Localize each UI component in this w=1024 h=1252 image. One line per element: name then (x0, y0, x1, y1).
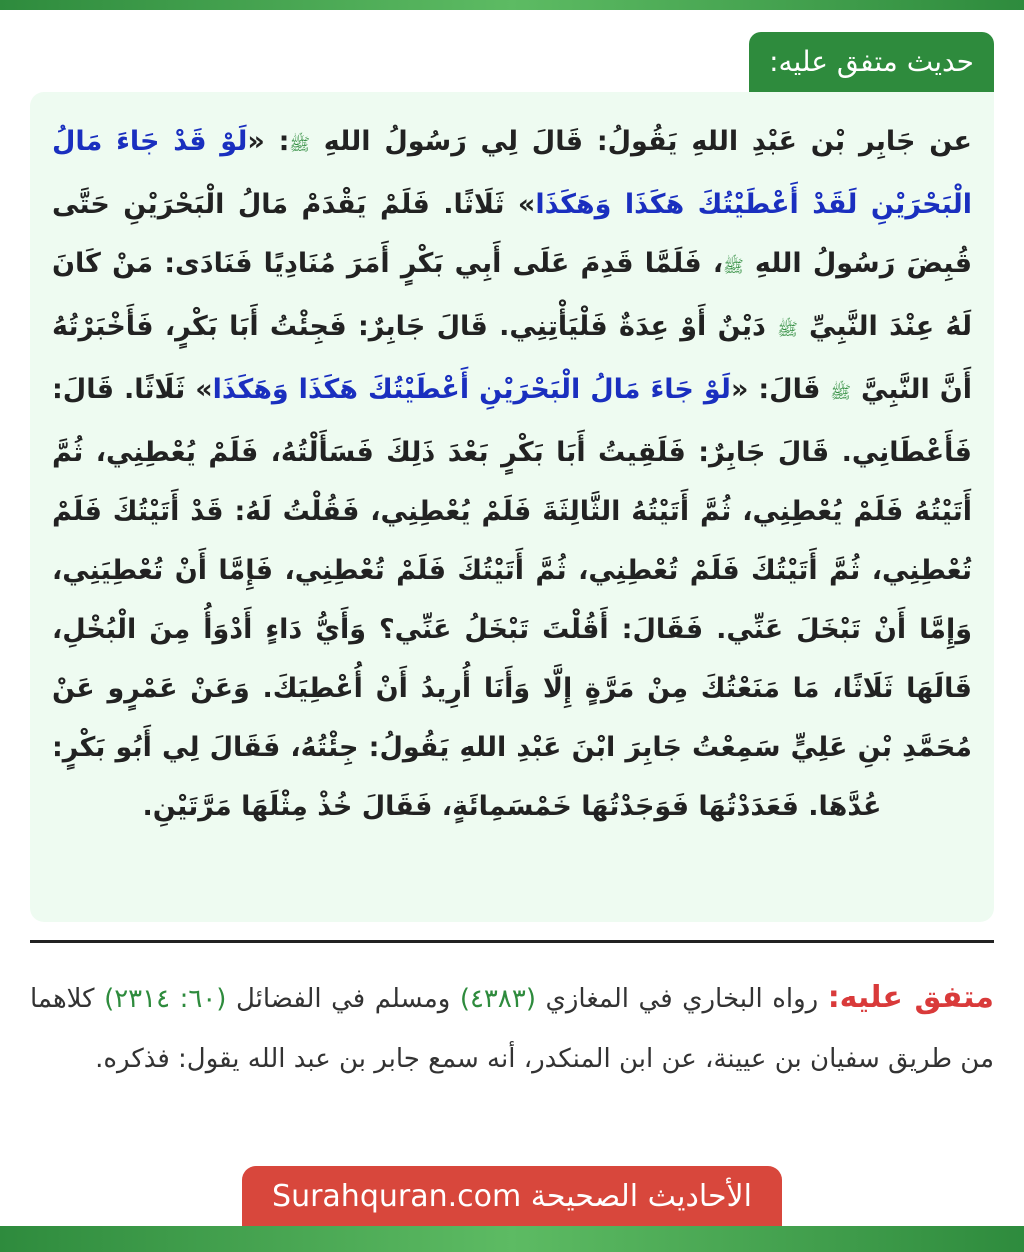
salutation-glyph: ﷺ (777, 320, 798, 340)
hadith-text: » ثَلَاثًا. قَالَ: فَأَعْطَانِي. قَالَ جَابِرٌ: فَلَقِيتُ أَبَا بَكْرٍ بَعْدَ ذَلِكَ فَسَأَلْتُهُ، فَلَمْ يُعْطِنِي، ثُمَّ أَتَيْتُهُ فَلَمْ يُعْطِنِي، ثُمَّ أَتَيْتُهُ الثَّالِثَةَ فَلَمْ يُعْطِنِي، فَقُلْتُ لَهُ: قَدْ أَتَيْتُكَ فَلَمْ تُعْطِنِي، ثُمَّ أَتَيْتُكَ فَلَمْ تُعْطِنِي، ثُمَّ أَتَيْتُكَ فَلَمْ تُعْطِنِي، فَإِمَّا أَنْ تُعْطِيَنِي، وَإِمَّا أَنْ تَبْخَلَ عَنِّي. فَقَالَ: أَقُلْتَ تَبْخَلُ عَنِّي؟ وَأَيُّ دَاءٍ أَدْوَأُ مِنَ الْبُخْلِ، قَالَهَا ثَلَاثًا، مَا مَنَعْتُكَ مِنْ مَرَّةٍ إِلَّا وَأَنَا أُرِيدُ أَنْ أُعْطِيَكَ. وَعَنْ عَمْرٍو عَنْ مُحَمَّدِ بْنِ عَلِيٍّ سَمِعْتُ جَابِرَ ابْنَ عَبْدِ اللهِ يَقُولُ: جِئْتُهُ، فَقَالَ لِي أَبُو بَكْرٍ: عُدَّهَا. فَعَدَدْتُهَا فَوَجَدْتُهَا خَمْسَمِائَةٍ، فَقَالَ خُذْ مِثْلَهَا مَرَّتَيْنِ. (52, 374, 972, 822)
page-title: حديث متفق عليه: (749, 32, 994, 92)
prophet-quote: لَوْ قَدْ جَاءَ مَالُ الْبَحْرَيْنِ لَقَدْ أَعْطَيْتُكَ هَكَذَا وَهَكَذَا (52, 126, 972, 220)
section-divider (30, 940, 994, 943)
hadith-text-box (30, 92, 994, 922)
hadith-number: (٦٠: ٢٣١٤) (104, 984, 227, 1014)
hadith-text: : « (247, 126, 290, 157)
hadith-number: (٤٣٨٣) (459, 984, 536, 1014)
top-accent-bar (0, 0, 1024, 10)
hadith-text: ، فَلَمَّا قَدِمَ عَلَى أَبِي بَكْرٍ أَمَرَ مُنَادِيًا فَنَادَى: مَنْ كَانَ لَهُ عِنْدَ النَّبِيِّ (52, 248, 972, 342)
hadith-text: دَيْنٌ أَوْ عِدَةٌ فَلْيَأْتِنِي. قَالَ جَابِرٌ: فَجِئْتُ أَبَا بَكْرٍ، فَأَخْبَرْتُهُ أَنَّ النَّبِيَّ (52, 311, 973, 405)
site-link-button[interactable]: الأحاديث الصحيحة Surahquran.com (242, 1166, 782, 1228)
citation-label: متفق عليه: (827, 980, 994, 1015)
salutation-glyph: ﷺ (289, 135, 310, 155)
citation-text: رواه البخاري في المغازي (545, 984, 819, 1014)
bottom-accent-bar (0, 1226, 1024, 1252)
hadith-text: » ثَلَاثًا. فَلَمْ يَقْدَمْ مَالُ الْبَحْرَيْنِ حَتَّى قُبِضَ رَسُولُ اللهِ (52, 189, 972, 279)
citation-text: ومسلم في الفضائل (235, 984, 451, 1014)
source-citation (30, 968, 994, 1089)
salutation-glyph: ﷺ (830, 383, 851, 403)
citation-text: كلاهما من طريق سفيان بن عيينة، عن ابن المنكدر، أنه سمع جابر بن عبد الله يقول: فذكره. (30, 984, 994, 1074)
hadith-text: عن جَابِر بْن عَبْدِ اللهِ يَقُولُ: قَالَ لِي رَسُولُ اللهِ (323, 126, 973, 157)
prophet-quote: لَوْ جَاءَ مَالُ الْبَحْرَيْنِ أَعْطَيْتُكَ هَكَذَا وَهَكَذَا (212, 374, 731, 405)
salutation-glyph: ﷺ (723, 257, 744, 277)
hadith-text: قَالَ: « (730, 374, 821, 405)
